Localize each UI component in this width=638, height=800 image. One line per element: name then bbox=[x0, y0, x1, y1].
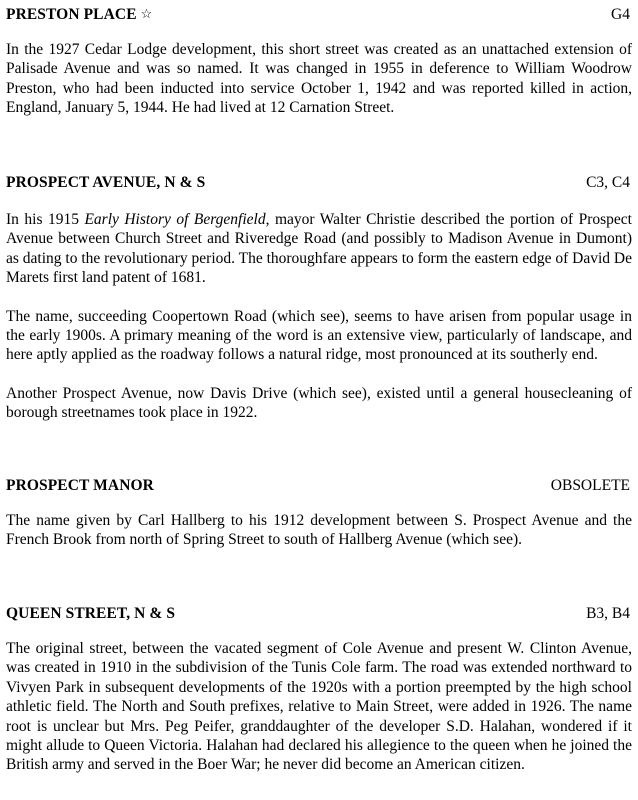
entry-header bbox=[6, 605, 632, 625]
entry-header bbox=[6, 174, 632, 194]
grid-reference: C3, C4 bbox=[586, 174, 630, 191]
entry-title: PROSPECT AVENUE, N & S bbox=[6, 174, 206, 191]
entry-paragraph: In the 1927 Cedar Lodge development, this short street was created as an unattached extension of Palisade Avenue and was so named. It was changed in 1955 in deference to William Woodrow Preston, who had been inducted into service October 1, 1942 and was reported killed in action, England, January 5, 1944. He had lived at 12 Carnation Street. bbox=[6, 41, 632, 117]
entry-paragraph: The name, succeeding Coopertown Road (which see), seems to have arisen from popular usage in the early 1900s. A primary meaning of the word is an extensive view, particularly of landscape, and here aptly applied as the roadway follows a natural ridge, most pronounced at its southerly end. bbox=[6, 307, 632, 364]
entry-header bbox=[6, 477, 632, 497]
entry-prospect-manor bbox=[6, 477, 632, 550]
entry-prospect-avenue bbox=[6, 174, 632, 423]
entry-paragraph: The original street, between the vacated segment of Cole Avenue and present W. Clinton Avenue, was created in 1910 in the subdivision of the Tunis Cole farm. The road was extended northward to Vivyen Park in subsequent developments of the 1920s with a portion preempted by the high school athletic field. The North and South prefixes, relative to Main Street, were added in 1926. The name root is unclear but Mrs. Peg Peifer, granddaughter of the developer S.D. Halahan, wondered if it might allude to Queen Victoria. Halahan had declared his allegience to the queen when he joined the British army and served in the Boer War; he never did become an American citizen. bbox=[6, 640, 632, 774]
entry-paragraph: Another Prospect Avenue, now Davis Drive (which see), existed until a general housecleaning of borough streetnames took place in 1922. bbox=[6, 384, 632, 422]
entry-title: QUEEN STREET, N & S bbox=[6, 605, 176, 622]
grid-reference: OBSOLETE bbox=[550, 477, 630, 494]
grid-reference: G4 bbox=[611, 6, 630, 23]
entry-preston-place bbox=[6, 6, 632, 118]
book-title: Early History of Bergenfield bbox=[84, 211, 266, 228]
entry-queen-street bbox=[6, 605, 632, 775]
entry-title: PROSPECT MANOR bbox=[6, 477, 154, 494]
star-icon: ☆ bbox=[140, 6, 153, 21]
entry-paragraph: In his 1915 Early History of Bergenfield, mayor Walter Christie described the portion of Prospect Avenue between Church Street and Riveredge Road (and possibly to Madison Avenue in Dumont) as dating to the revolutionary period. The thoroughfare appears to form the eastern edge of David De Marets first land patent of 1681. bbox=[6, 211, 632, 287]
entry-header bbox=[6, 6, 632, 26]
entry-title: PRESTON PLACE ☆ bbox=[6, 6, 153, 23]
grid-reference: B3, B4 bbox=[586, 605, 630, 622]
entry-paragraph: The name given by Carl Hallberg to his 1912 development between S. Prospect Avenue and the French Brook from north of Spring Street to south of Hallberg Avenue (which see). bbox=[6, 512, 632, 549]
